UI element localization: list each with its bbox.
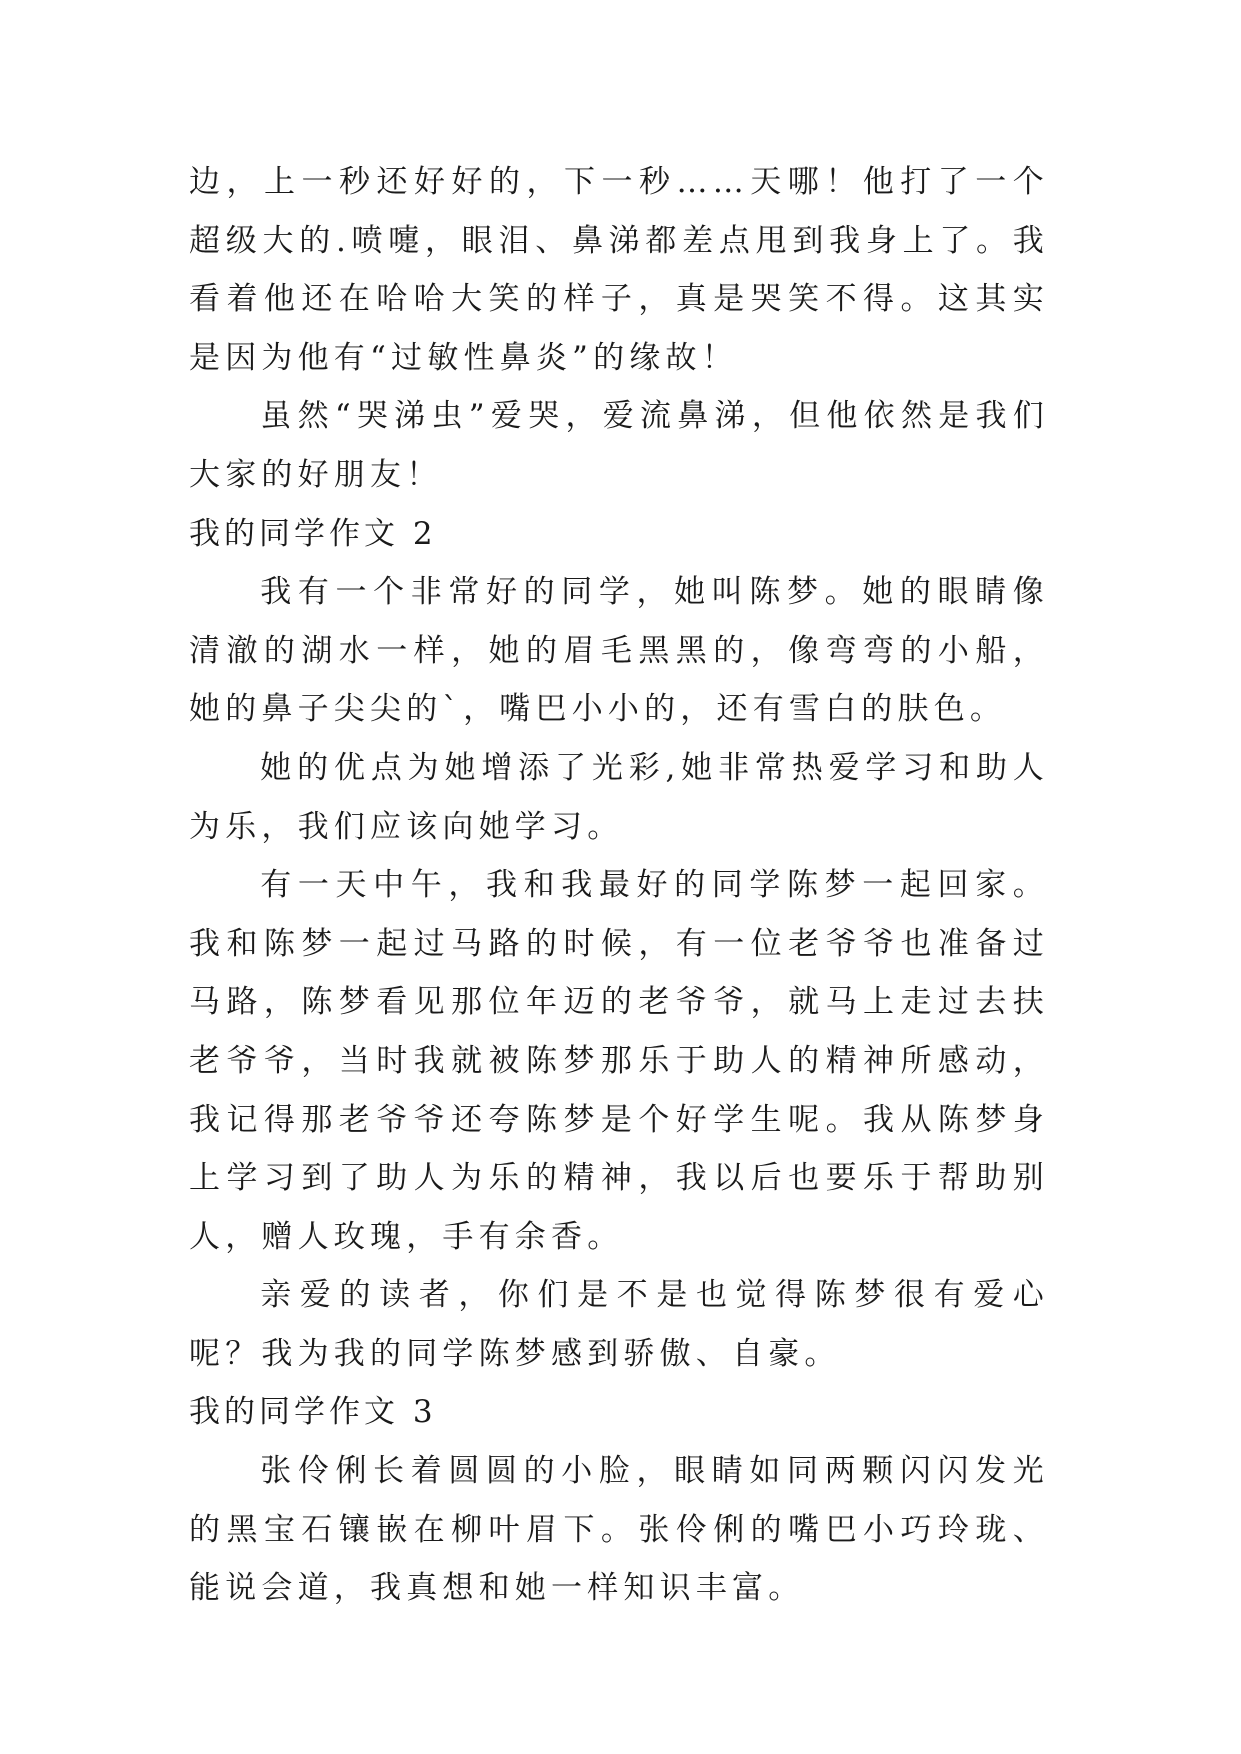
paragraph: 亲爱的读者，你们是不是也觉得陈梦很有爱心呢？我为我的同学陈梦感到骄傲、自豪。: [189, 1277, 1049, 1372]
section-heading: 我的同学作文 2: [189, 515, 437, 552]
document-body: [189, 153, 1049, 1618]
paragraph: 张伶俐长着圆圆的小脸，眼睛如同两颗闪闪发光的黑宝石镶嵌在柳叶眉下。张伶俐的嘴巴小巧玲珑、能说会道，我真想和她一样知识丰富。: [189, 1453, 1049, 1607]
paragraph: 有一天中午，我和我最好的同学陈梦一起回家。我和陈梦一起过马路的时候，有一位老爷爷也准备过马路，陈梦看见那位年迈的老爷爷，就马上走过去扶老爷爷，当时我就被陈梦那乐于助人的精神所感动，我记得那老爷爷还夸陈梦是个好学生呢。我从陈梦身上学习到了助人为乐的精神，我以后也要乐于帮助别人，赠人玫瑰，手有余香。: [189, 867, 1049, 1255]
section-heading: 我的同学作文 3: [189, 1394, 437, 1431]
paragraph-continued: 边，上一秒还好好的，下一秒……天哪！他打了一个超级大的.喷嚏，眼泪、鼻涕都差点甩到我身上了。我看着他还在哈哈大笑的样子，真是哭笑不得。这其实是因为他有“过敏性鼻炎”的缘故！: [189, 164, 1049, 376]
paragraph: 我有一个非常好的同学，她叫陈梦。她的眼睛像清澈的湖水一样，她的眉毛黑黑的，像弯弯的小船，她的鼻子尖尖的`，嘴巴小小的，还有雪白的肤色。: [189, 574, 1049, 728]
paragraph: 她的优点为她增添了光彩,她非常热爱学习和助人为乐，我们应该向她学习。: [189, 749, 1049, 845]
paragraph: 虽然“哭涕虫”爱哭，爱流鼻涕，但他依然是我们大家的好朋友！: [189, 398, 1049, 493]
